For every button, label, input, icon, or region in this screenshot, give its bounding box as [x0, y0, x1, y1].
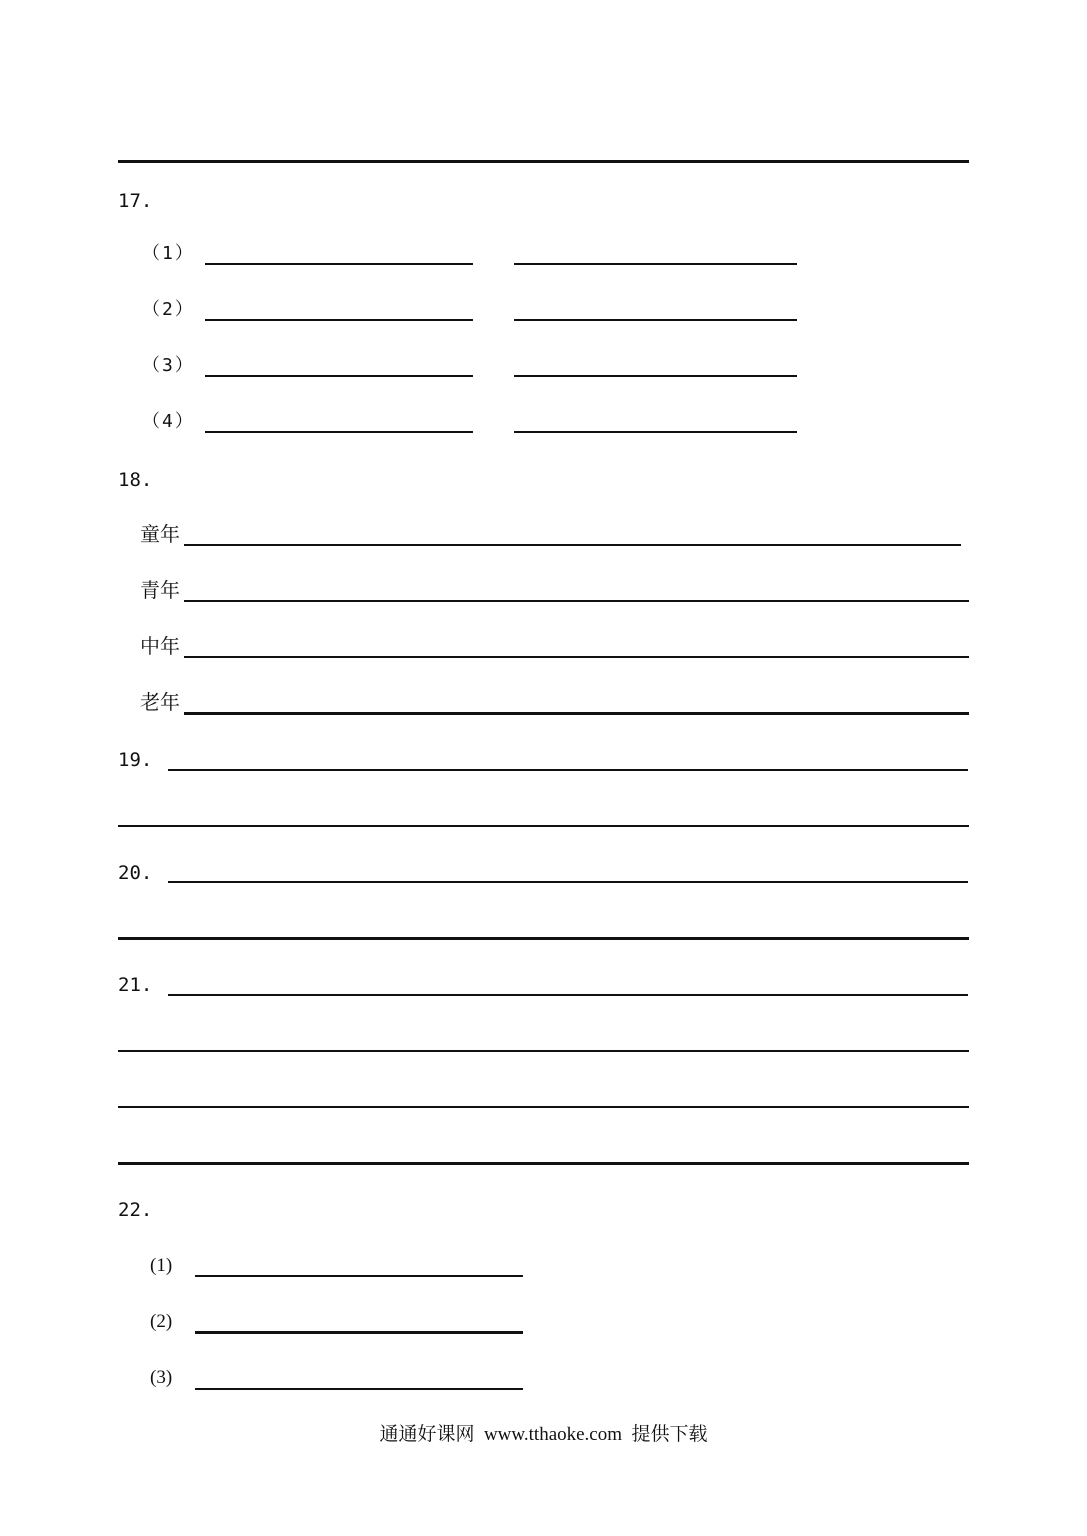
q17-item-1-answer-blank-a[interactable] [205, 263, 473, 265]
q18-childhood-answer-blank[interactable] [184, 544, 961, 546]
footer-site-url[interactable]: www.tthaoke.com [483, 1424, 623, 1445]
q22-item-1-label: (1) [150, 1255, 173, 1276]
question-19-number: 19. [118, 749, 153, 771]
q19-answer-line-1[interactable] [168, 769, 968, 771]
q17-item-3-answer-blank-b[interactable] [514, 375, 797, 377]
q22-item-3-answer-blank[interactable] [195, 1388, 523, 1390]
q18-stage-youth-label: 青年 [140, 578, 180, 602]
q17-item-4-answer-blank-b[interactable] [514, 431, 797, 433]
q18-middle-age-answer-blank[interactable] [184, 656, 969, 658]
page-footer [0, 1424, 1087, 1446]
q17-item-3-answer-blank-a[interactable] [205, 375, 473, 377]
q21-answer-line-2[interactable] [118, 1050, 969, 1052]
q22-item-1-answer-blank[interactable] [195, 1275, 523, 1277]
q17-item-4-answer-blank-a[interactable] [205, 431, 473, 433]
q18-stage-old-age-label: 老年 [140, 690, 180, 714]
q21-answer-line-1[interactable] [168, 994, 968, 996]
footer-suffix: 提供下载 [631, 1424, 708, 1445]
q18-old-age-answer-blank[interactable] [184, 712, 969, 715]
question-17-number: 17. [118, 190, 153, 212]
q17-item-2-label: （2） [142, 299, 195, 320]
q17-item-1-label: （1） [142, 243, 195, 264]
question-22-number: 22. [118, 1199, 153, 1221]
top-separator-line [118, 160, 969, 163]
q17-item-3-label: （3） [142, 355, 195, 376]
question-18-number: 18. [118, 469, 153, 491]
q18-youth-answer-blank[interactable] [184, 600, 969, 602]
q21-answer-line-4[interactable] [118, 1162, 969, 1165]
q17-item-1-answer-blank-b[interactable] [514, 263, 797, 265]
q20-answer-line-1[interactable] [168, 881, 968, 883]
q18-stage-middle-age-label: 中年 [140, 634, 180, 658]
q22-item-3-label: (3) [150, 1367, 173, 1388]
question-21-number: 21. [118, 974, 153, 996]
q22-item-2-label: (2) [150, 1311, 173, 1332]
q17-item-2-answer-blank-b[interactable] [514, 319, 797, 321]
footer-site-name: 通通好课网 [379, 1424, 475, 1445]
question-20-number: 20. [118, 862, 153, 884]
q21-answer-line-3[interactable] [118, 1106, 969, 1108]
q17-item-4-label: （4） [142, 411, 195, 432]
q19-answer-line-2[interactable] [118, 825, 969, 827]
q17-item-2-answer-blank-a[interactable] [205, 319, 473, 321]
q18-stage-childhood-label: 童年 [140, 522, 180, 546]
q20-answer-line-2[interactable] [118, 937, 969, 940]
q22-item-2-answer-blank[interactable] [195, 1331, 523, 1334]
